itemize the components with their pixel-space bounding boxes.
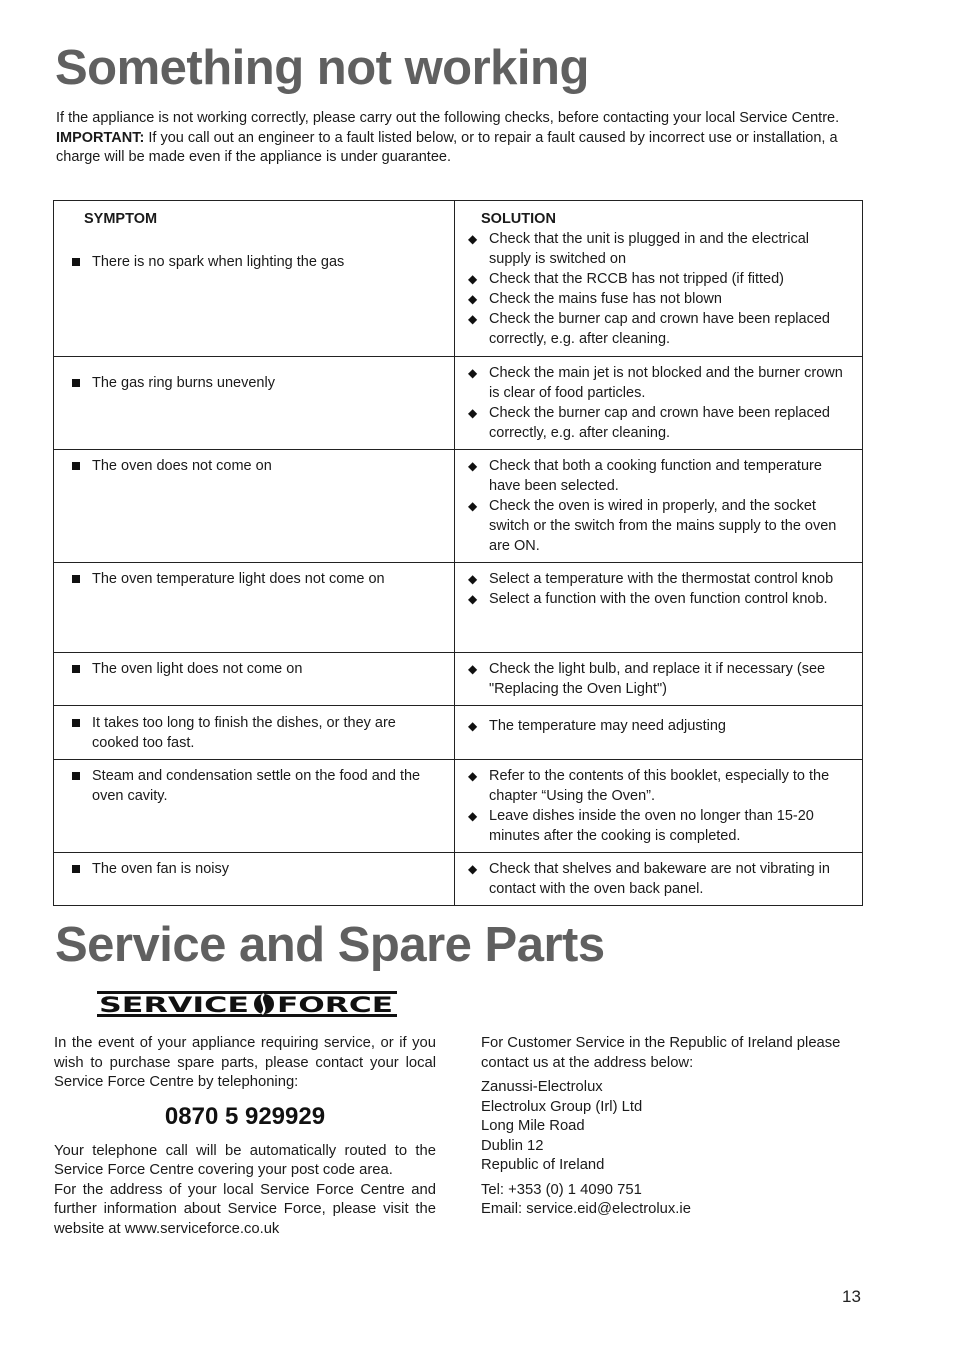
- table-row: [54, 357, 863, 450]
- square-bullet-icon: [72, 665, 80, 673]
- symptom-text: The oven does not come on: [92, 458, 272, 474]
- symptom-header: SYMPTOM: [84, 211, 158, 227]
- intro-block: [56, 109, 868, 168]
- solution-text: Check that the unit is plugged in and the electrical supply is switched on: [489, 231, 810, 267]
- symptom-cell: [54, 450, 455, 563]
- symptom-cell: [54, 201, 455, 357]
- solution-cell: [455, 563, 863, 653]
- ireland-telephone: Tel: +353 (0) 1 4090 751: [481, 1181, 642, 1198]
- address-line: Long Mile Road: [481, 1118, 585, 1134]
- diamond-bullet-icon: ◆: [468, 232, 478, 246]
- square-bullet-icon: [72, 719, 80, 727]
- solution-header: SOLUTION: [481, 211, 556, 227]
- solution-item: [467, 806, 852, 846]
- solution-item: [467, 269, 852, 289]
- symptom-text: The gas ring burns unevenly: [92, 375, 275, 391]
- square-bullet-icon: [72, 379, 80, 387]
- square-bullet-icon: [72, 575, 80, 583]
- diamond-bullet-icon: ◆: [468, 499, 478, 513]
- table-row: [54, 706, 863, 760]
- diamond-bullet-icon: ◆: [468, 862, 478, 876]
- table-row: [54, 201, 863, 357]
- solution-cell: [455, 357, 863, 450]
- symptom-item: [70, 766, 444, 806]
- troubleshooting-table: [53, 200, 863, 906]
- important-text: If you call out an engineer to a fault listed below, or to repair a fault caused by incorrect use or installation, a charge will be made even if the appliance is under guarantee.: [56, 129, 838, 165]
- service-contact-ireland: [481, 1034, 873, 1220]
- diamond-bullet-icon: ◆: [468, 292, 478, 306]
- section-title: Service and Spare Parts: [55, 918, 605, 972]
- table-row: [54, 653, 863, 706]
- diamond-bullet-icon: ◆: [468, 459, 478, 473]
- ireland-intro-text: For Customer Service in the Republic of Ireland please contact us at the address below:: [481, 1035, 841, 1071]
- diamond-bullet-icon: ◆: [468, 719, 478, 733]
- symptom-item: [70, 373, 444, 393]
- square-bullet-icon: [72, 772, 80, 780]
- solution-text: The temperature may need adjusting: [489, 718, 726, 734]
- square-bullet-icon: [72, 462, 80, 470]
- solution-text: Check the oven is wired in properly, and the socket switch or the switch from the mains supply to the oven are ON.: [489, 498, 837, 554]
- square-bullet-icon: [72, 258, 80, 266]
- solution-item: [467, 229, 852, 269]
- svg-text:SERVICE: SERVICE: [99, 993, 249, 1017]
- solution-text: Refer to the contents of this booklet, especially to the chapter “Using the Oven”.: [489, 768, 830, 804]
- solution-item: [467, 456, 852, 496]
- table-row: [54, 853, 863, 906]
- solution-cell: [455, 760, 863, 853]
- address-line: Republic of Ireland: [481, 1157, 605, 1173]
- diamond-bullet-icon: ◆: [468, 662, 478, 676]
- routing-text: Your telephone call will be automatically routed to the Service Force Centre covering your post code area.: [54, 1142, 436, 1178]
- symptom-text: There is no spark when lighting the gas: [92, 254, 345, 270]
- website-text: For the address of your local Service Force Centre and further information about Service Force, please visit the website at www.serviceforce.co.uk: [54, 1181, 436, 1237]
- ireland-email: Email: service.eid@electrolux.ie: [481, 1201, 691, 1217]
- important-label: IMPORTANT:: [56, 129, 145, 146]
- solution-cell: [455, 706, 863, 760]
- important-note: [56, 129, 868, 168]
- symptom-item: [70, 713, 444, 753]
- address-line: Dublin 12: [481, 1137, 544, 1154]
- solution-item: [467, 766, 852, 806]
- solution-text: Check the main jet is not blocked and the burner crown is clear of food particles.: [489, 365, 843, 401]
- solution-cell: [455, 201, 863, 357]
- table-row: [54, 450, 863, 563]
- solution-item: [467, 859, 852, 899]
- svg-text:FORCE: FORCE: [277, 993, 393, 1017]
- address-line: Electrolux Group (Irl) Ltd: [481, 1098, 643, 1115]
- symptom-text: The oven light does not come on: [92, 661, 303, 677]
- diamond-bullet-icon: ◆: [468, 572, 478, 586]
- service-intro-text: In the event of your appliance requiring service, or if you wish to purchase spare parts, please contact your local Service Force Centre by telephoning:: [54, 1035, 436, 1090]
- diamond-bullet-icon: ◆: [468, 366, 478, 380]
- symptom-cell: [54, 760, 455, 853]
- table-row: [54, 563, 863, 653]
- diamond-bullet-icon: ◆: [468, 769, 478, 783]
- solution-item: [467, 496, 852, 556]
- page-title: Something not working: [55, 41, 589, 95]
- solution-item: [467, 403, 852, 443]
- service-phone-number: 0870 5 929929: [164, 1102, 326, 1130]
- solution-text: Check the light bulb, and replace it if necessary (see "Replacing the Oven Light"): [489, 661, 826, 697]
- symptom-text: Steam and condensation settle on the food and the oven cavity.: [92, 768, 421, 804]
- solution-text: Leave dishes inside the oven no longer than 15-20 minutes after the cooking is completed.: [489, 808, 814, 844]
- solution-text: Check the burner cap and crown have been replaced correctly, e.g. after cleaning.: [489, 405, 830, 441]
- solution-text: Check that both a cooking function and temperature have been selected.: [489, 458, 822, 494]
- solution-text: Check that the RCCB has not tripped (if fitted): [489, 271, 784, 287]
- solution-text: Select a function with the oven function control knob.: [489, 591, 828, 607]
- symptom-item: [70, 569, 444, 589]
- symptom-item: [70, 252, 444, 272]
- diamond-bullet-icon: ◆: [468, 406, 478, 420]
- symptom-cell: [54, 653, 455, 706]
- ireland-address: [481, 1078, 873, 1176]
- symptom-item: [70, 659, 444, 679]
- symptom-text: The oven temperature light does not come on: [92, 571, 385, 587]
- solution-text: Select a temperature with the thermostat control knob: [489, 571, 834, 587]
- table-row: [54, 760, 863, 853]
- symptom-cell: [54, 563, 455, 653]
- intro-text: If the appliance is not working correctly, please carry out the following checks, before contacting your local Service Centre.: [56, 110, 840, 126]
- address-line: Zanussi-Electrolux: [481, 1079, 603, 1095]
- diamond-bullet-icon: ◆: [468, 272, 478, 286]
- solution-item: [467, 659, 852, 699]
- solution-item: [467, 289, 852, 309]
- diamond-bullet-icon: ◆: [468, 809, 478, 823]
- solution-item: [467, 569, 852, 589]
- solution-item: [467, 363, 852, 403]
- diamond-bullet-icon: ◆: [468, 592, 478, 606]
- solution-text: Check the mains fuse has not blown: [489, 291, 722, 307]
- symptom-cell: [54, 853, 455, 906]
- symptom-text: It takes too long to finish the dishes, or they are cooked too fast.: [92, 715, 396, 751]
- solution-item: [467, 716, 852, 736]
- serviceforce-logo: [97, 991, 397, 1017]
- solution-text: Check the burner cap and crown have been replaced correctly, e.g. after cleaning.: [489, 311, 830, 347]
- solution-cell: [455, 853, 863, 906]
- symptom-item: [70, 859, 444, 879]
- service-contact-uk: [54, 1034, 436, 1239]
- solution-cell: [455, 450, 863, 563]
- symptom-cell: [54, 706, 455, 760]
- square-bullet-icon: [72, 865, 80, 873]
- solution-cell: [455, 653, 863, 706]
- diamond-bullet-icon: ◆: [468, 312, 478, 326]
- solution-item: [467, 309, 852, 349]
- solution-item: [467, 589, 852, 609]
- symptom-text: The oven fan is noisy: [92, 861, 230, 877]
- symptom-cell: [54, 357, 455, 450]
- solution-text: Check that shelves and bakeware are not vibrating in contact with the oven back panel.: [489, 861, 830, 897]
- symptom-item: [70, 456, 444, 476]
- page-number: 13: [842, 1287, 861, 1306]
